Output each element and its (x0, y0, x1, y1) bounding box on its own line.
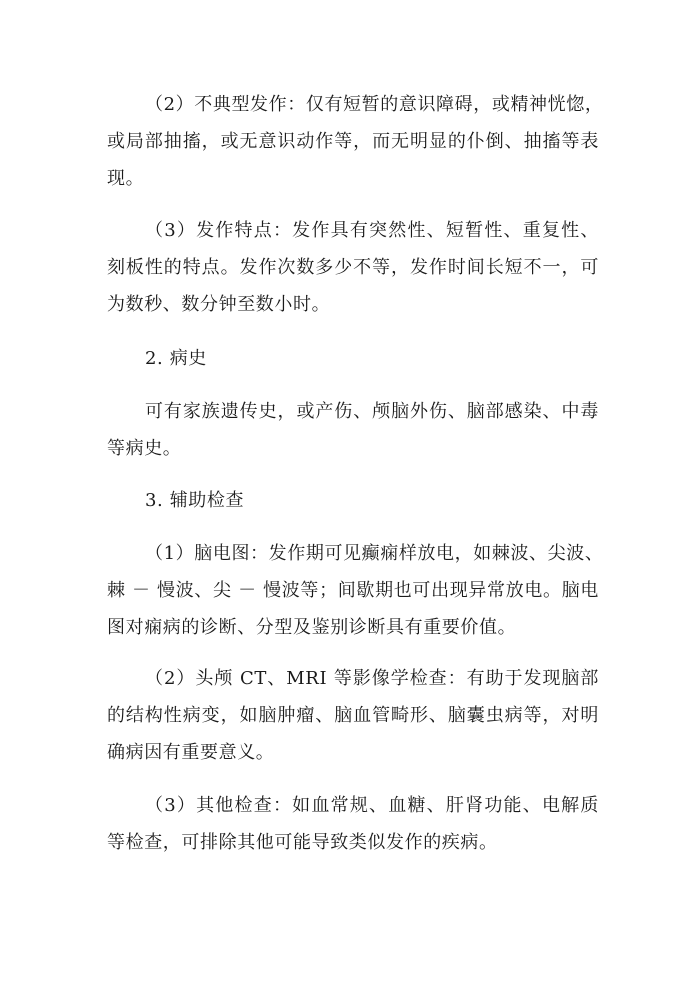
text-line: （1）脑电图：发作期可见癫痫样放电，如棘波、尖波、 (145, 543, 604, 564)
text-line: 现。 (107, 168, 145, 189)
paragraph-atypical-seizure (107, 86, 604, 197)
text-line: 可有家族遗传史，或产伤、颅脑外伤、脑部感染、中毒 (145, 401, 599, 422)
text-line: （2）头颅 CT、MRI 等影像学检查：有助于发现脑部 (145, 668, 599, 689)
text-line: 为数秒、数分钟至数小时。 (107, 294, 331, 315)
text-line: 等检查，可排除其他可能导致类似发作的疾病。 (107, 832, 498, 853)
paragraph-history (107, 393, 599, 467)
text-line: （3）发作特点：发作具有突然性、短暂性、重复性、 (145, 220, 599, 241)
text-line: 确病因有重要意义。 (107, 742, 275, 763)
text-line: 棘 － 慢波、尖 － 慢波等；间歇期也可出现异常放电。脑电 (107, 580, 599, 601)
paragraph-imaging (107, 660, 599, 771)
section-title: 2. 病史 (145, 348, 207, 369)
text-line: （3）其他检查：如血常规、血糖、肝肾功能、电解质 (145, 795, 599, 816)
text-line: 等病史。 (107, 438, 182, 459)
paragraph-seizure-features (107, 212, 599, 323)
text-line: 或局部抽搐，或无意识动作等，而无明显的仆倒、抽搐等表 (107, 131, 599, 152)
text-line: 图对痫病的诊断、分型及鉴别诊断具有重要价值。 (107, 617, 517, 638)
text-line: 刻板性的特点。发作次数多少不等，发作时间长短不一，可 (107, 257, 599, 278)
section-heading-auxiliary-exams (107, 482, 599, 519)
text-line: 的结构性病变，如脑肿瘤、脑血管畸形、脑囊虫病等，对明 (107, 705, 599, 726)
section-heading-history (107, 340, 599, 377)
paragraph-other-exams (107, 787, 599, 861)
paragraph-eeg (107, 535, 604, 646)
section-title: 3. 辅助检查 (145, 490, 245, 511)
text-line: （2）不典型发作：仅有短暂的意识障碍，或精神恍惚， (145, 94, 604, 115)
